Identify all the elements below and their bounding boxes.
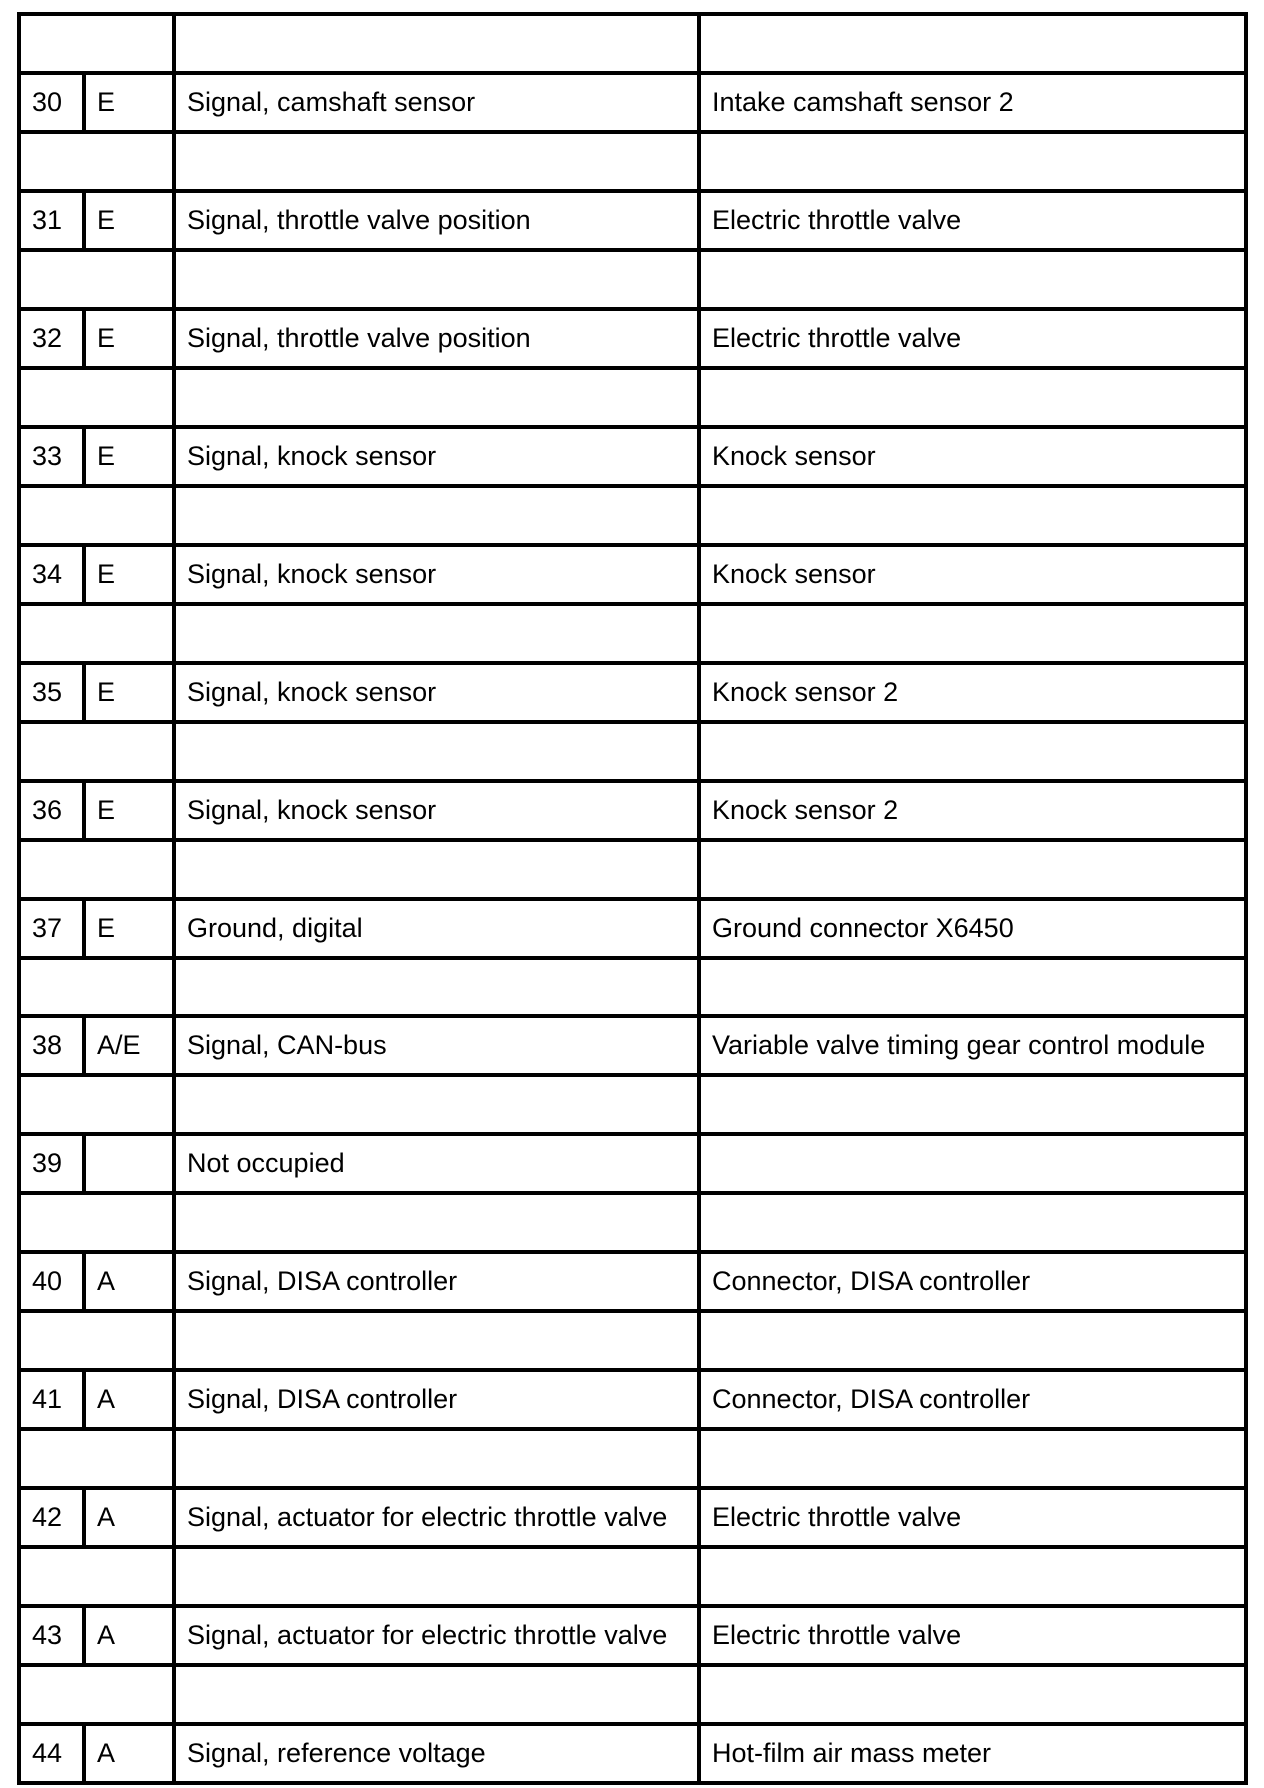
table-row	[21, 75, 1244, 134]
spacer-cell	[176, 134, 701, 189]
connection-cell: Electric throttle valve	[712, 204, 962, 235]
spacer-cell	[701, 1077, 1244, 1132]
spacer-cell	[701, 134, 1244, 189]
spacer-cell	[21, 842, 176, 897]
pin-cell: 36	[21, 783, 86, 838]
pin-cell: 40	[21, 1254, 86, 1309]
table-row	[21, 429, 1244, 488]
spacer-cell	[21, 1077, 176, 1132]
spacer-cell	[701, 960, 1244, 1015]
pin-cell: 37	[21, 901, 86, 956]
spacer-cell	[701, 842, 1244, 897]
explanation-cell: Signal, throttle valve position	[176, 193, 701, 248]
spacer-cell	[176, 724, 701, 779]
connection-cell: Knock sensor	[712, 440, 876, 471]
explanation-cell: Signal, knock sensor	[176, 429, 701, 484]
spacer-cell	[176, 1549, 701, 1604]
table-row	[21, 193, 1244, 252]
spacer-cell	[21, 1195, 176, 1250]
connection-cell: Knock sensor	[712, 558, 876, 589]
spacer-row	[21, 724, 1244, 783]
explanation-cell: Signal, knock sensor	[176, 547, 701, 602]
spacer-cell	[701, 1431, 1244, 1486]
io-type-cell: A	[86, 1372, 176, 1427]
spacer-cell	[176, 1195, 701, 1250]
explanation-cell: Not occupied	[176, 1136, 701, 1191]
spacer-cell	[701, 488, 1244, 543]
connection-cell: Connector, DISA controller	[712, 1384, 1031, 1415]
pin-assignment-table	[17, 12, 1248, 1785]
pin-cell: 43	[21, 1608, 86, 1663]
table-row	[21, 783, 1244, 842]
connection-cell: Variable valve timing gear control module	[712, 1030, 1206, 1061]
io-type-cell	[86, 1136, 176, 1191]
connection-cell: Connector, DISA controller	[712, 1266, 1031, 1297]
table-row	[21, 1726, 1244, 1781]
spacer-cell	[701, 252, 1244, 307]
spacer-row	[21, 16, 1244, 75]
spacer-cell	[176, 960, 701, 1015]
io-type-cell: A	[86, 1608, 176, 1663]
spacer-cell	[176, 252, 701, 307]
explanation-cell: Signal, CAN-bus	[176, 1018, 701, 1073]
spacer-cell	[21, 252, 176, 307]
spacer-row	[21, 134, 1244, 193]
spacer-cell	[21, 1313, 176, 1368]
connection-cell	[701, 1136, 1244, 1191]
spacer-cell	[701, 1195, 1244, 1250]
pin-cell: 44	[21, 1726, 86, 1781]
explanation-cell: Signal, reference voltage	[176, 1726, 701, 1781]
explanation-cell: Signal, camshaft sensor	[176, 75, 701, 130]
spacer-cell	[176, 1667, 701, 1722]
table-row	[21, 1136, 1244, 1195]
pin-cell: 32	[21, 311, 86, 366]
spacer-cell	[176, 1077, 701, 1132]
explanation-cell: Signal, actuator for electric throttle valve	[176, 1490, 701, 1545]
explanation-cell: Signal, knock sensor	[176, 665, 701, 720]
pin-cell: 41	[21, 1372, 86, 1427]
io-type-cell: A	[86, 1254, 176, 1309]
spacer-row	[21, 370, 1244, 429]
table-row	[21, 665, 1244, 724]
spacer-cell	[701, 370, 1244, 425]
spacer-cell	[701, 724, 1244, 779]
io-type-cell: E	[86, 665, 176, 720]
io-type-cell: A/E	[86, 1018, 176, 1073]
spacer-cell	[176, 16, 701, 71]
io-type-cell: A	[86, 1490, 176, 1545]
spacer-cell	[176, 606, 701, 661]
connection-cell: Electric throttle valve	[712, 1620, 962, 1651]
spacer-cell	[21, 606, 176, 661]
spacer-row	[21, 1549, 1244, 1608]
io-type-cell: E	[86, 193, 176, 248]
spacer-row	[21, 1077, 1244, 1136]
io-type-cell: E	[86, 901, 176, 956]
spacer-cell	[701, 16, 1244, 71]
spacer-row	[21, 606, 1244, 665]
spacer-cell	[701, 1313, 1244, 1368]
table-row	[21, 1018, 1244, 1077]
spacer-cell	[176, 1313, 701, 1368]
pin-cell: 34	[21, 547, 86, 602]
table-row	[21, 547, 1244, 606]
spacer-cell	[176, 370, 701, 425]
table-row	[21, 1608, 1244, 1667]
table-row	[21, 1372, 1244, 1431]
spacer-row	[21, 252, 1244, 311]
table-row	[21, 1490, 1244, 1549]
pin-cell: 30	[21, 75, 86, 130]
explanation-cell: Signal, knock sensor	[176, 783, 701, 838]
pin-cell: 33	[21, 429, 86, 484]
table-row	[21, 311, 1244, 370]
pin-cell: 42	[21, 1490, 86, 1545]
spacer-cell	[21, 134, 176, 189]
explanation-cell: Signal, actuator for electric throttle valve	[176, 1608, 701, 1663]
spacer-cell	[21, 960, 176, 1015]
io-type-cell: E	[86, 311, 176, 366]
explanation-cell: Signal, DISA controller	[176, 1372, 701, 1427]
spacer-cell	[176, 488, 701, 543]
spacer-row	[21, 1667, 1244, 1726]
spacer-row	[21, 842, 1244, 901]
explanation-cell: Ground, digital	[176, 901, 701, 956]
spacer-cell	[701, 606, 1244, 661]
connection-cell: Hot-film air mass meter	[712, 1738, 992, 1769]
spacer-cell	[21, 1549, 176, 1604]
table-row	[21, 901, 1244, 960]
connection-cell: Electric throttle valve	[712, 322, 962, 353]
connection-cell: Electric throttle valve	[712, 1502, 962, 1533]
pin-cell: 39	[21, 1136, 86, 1191]
spacer-cell	[21, 488, 176, 543]
io-type-cell: E	[86, 429, 176, 484]
explanation-cell: Signal, DISA controller	[176, 1254, 701, 1309]
connection-cell: Ground connector X6450	[712, 912, 1014, 943]
spacer-cell	[701, 1667, 1244, 1722]
connection-cell: Knock sensor 2	[712, 794, 899, 825]
spacer-cell	[176, 842, 701, 897]
io-type-cell: A	[86, 1726, 176, 1781]
spacer-row	[21, 1431, 1244, 1490]
pin-cell: 38	[21, 1018, 86, 1073]
io-type-cell: E	[86, 75, 176, 130]
spacer-cell	[21, 16, 176, 71]
spacer-cell	[21, 1667, 176, 1722]
spacer-cell	[21, 1431, 176, 1486]
pin-cell: 31	[21, 193, 86, 248]
spacer-cell	[21, 370, 176, 425]
spacer-cell	[176, 1431, 701, 1486]
table-row	[21, 1254, 1244, 1313]
spacer-cell	[701, 1549, 1244, 1604]
connection-cell: Knock sensor 2	[712, 676, 899, 707]
io-type-cell: E	[86, 783, 176, 838]
connection-cell: Intake camshaft sensor 2	[712, 86, 1014, 117]
explanation-cell: Signal, throttle valve position	[176, 311, 701, 366]
io-type-cell: E	[86, 547, 176, 602]
spacer-row	[21, 1313, 1244, 1372]
spacer-row	[21, 960, 1244, 1019]
pin-cell: 35	[21, 665, 86, 720]
spacer-cell	[21, 724, 176, 779]
spacer-row	[21, 1195, 1244, 1254]
spacer-row	[21, 488, 1244, 547]
